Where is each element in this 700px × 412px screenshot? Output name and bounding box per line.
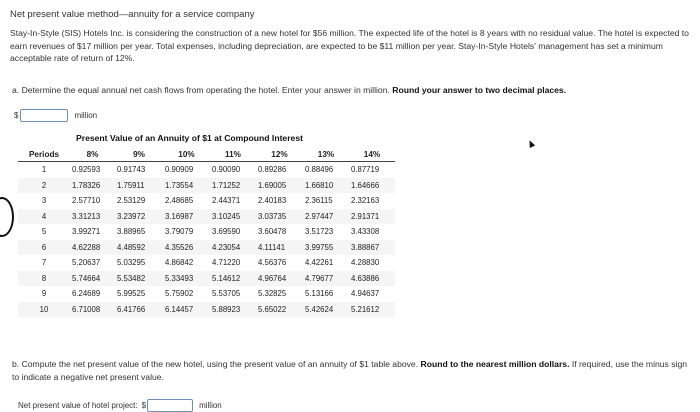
question-a	[12, 85, 566, 95]
factor-cell: 1.66810	[303, 178, 349, 194]
table-row	[18, 224, 395, 240]
unit-label: million	[74, 110, 98, 120]
question-a-label: a.	[12, 85, 20, 95]
question-a-rounding: Round your answer to two decimal places.	[392, 85, 567, 95]
factor-cell: 0.91743	[115, 162, 163, 178]
column-header: 9%	[115, 147, 163, 162]
factor-cell: 5.88923	[210, 302, 256, 318]
mouse-cursor-icon	[527, 139, 535, 148]
column-header: 13%	[303, 147, 349, 162]
factor-cell: 3.10245	[210, 209, 256, 225]
factor-cell: 2.57710	[70, 193, 115, 209]
factor-cell: 3.69590	[210, 224, 256, 240]
factor-cell: 2.97447	[303, 209, 349, 225]
column-header: 11%	[210, 147, 256, 162]
table-title: Present Value of an Annuity of $1 at Compound Interest	[76, 133, 303, 143]
factor-cell: 5.65022	[256, 302, 303, 318]
question-b-rounding: Round to the nearest million dollars.	[420, 359, 570, 369]
factor-cell: 3.88867	[349, 240, 395, 256]
table-row	[18, 302, 395, 318]
factor-cell: 1.73554	[163, 178, 210, 194]
factor-cell: 5.20637	[70, 255, 115, 271]
factor-cell: 2.40183	[256, 193, 303, 209]
factor-cell: 3.43308	[349, 224, 395, 240]
factor-cell: 4.28830	[349, 255, 395, 271]
table-row	[18, 271, 395, 287]
annual-cash-flow-input[interactable]	[20, 109, 68, 122]
table-row	[18, 178, 395, 194]
table-row	[18, 286, 395, 302]
table-row	[18, 193, 395, 209]
factor-cell: 1.64666	[349, 178, 395, 194]
table-row	[18, 162, 395, 178]
factor-cell: 6.24689	[70, 286, 115, 302]
factor-cell: 2.53129	[115, 193, 163, 209]
factor-cell: 0.88496	[303, 162, 349, 178]
factor-cell: 2.36115	[303, 193, 349, 209]
answer-a-row	[14, 107, 97, 123]
period-cell: 7	[18, 255, 70, 271]
question-b-text: Compute the net present value of the new hotel, using the present value of an annuity of $1 table above.	[21, 359, 419, 369]
period-cell: 2	[18, 178, 70, 194]
period-cell: 6	[18, 240, 70, 256]
factor-cell: 5.53482	[115, 271, 163, 287]
currency-symbol: $	[14, 110, 19, 120]
factor-cell: 4.94637	[349, 286, 395, 302]
factor-cell: 0.90909	[163, 162, 210, 178]
column-header: 10%	[163, 147, 210, 162]
answer-b-row	[18, 398, 222, 412]
npv-field-label: Net present value of hotel project:	[18, 400, 138, 410]
left-bracket-decoration	[0, 197, 14, 237]
factor-cell: 5.74664	[70, 271, 115, 287]
factor-cell: 0.90090	[210, 162, 256, 178]
factor-cell: 5.53705	[210, 286, 256, 302]
factor-cell: 4.48592	[115, 240, 163, 256]
problem-statement: Stay-In-Style (SIS) Hotels Inc. is considering the construction of a new hotel for $56 million. The expected life of the hotel is 8 years with no residual value. The hotel is expected to earn revenues of $17 million per year. Total expenses, including depreciation, are expected to be $11 million per year. Stay-In-Style Hotels' management has set a minimum acceptable rate of return of 12%.	[10, 28, 689, 63]
factor-cell: 4.42261	[303, 255, 349, 271]
annuity-table	[18, 147, 395, 317]
factor-cell: 6.14457	[163, 302, 210, 318]
currency-symbol: $	[141, 400, 147, 410]
factor-cell: 3.88965	[115, 224, 163, 240]
factor-cell: 6.71008	[70, 302, 115, 318]
column-header: Periods	[18, 147, 70, 162]
factor-cell: 3.31213	[70, 209, 115, 225]
question-b-instructions: If required, use the minus sign to indicate a negative net present value.	[12, 359, 687, 382]
factor-cell: 1.75911	[115, 178, 163, 194]
unit-label: million	[199, 400, 222, 410]
factor-cell: 5.75902	[163, 286, 210, 302]
table-row	[18, 255, 395, 271]
npv-input[interactable]	[147, 399, 193, 412]
factor-cell: 3.60478	[256, 224, 303, 240]
column-header: 12%	[256, 147, 303, 162]
factor-cell: 4.62288	[70, 240, 115, 256]
table-row	[18, 209, 395, 225]
factor-cell: 4.56376	[256, 255, 303, 271]
question-b	[12, 358, 696, 383]
factor-cell: 3.23972	[115, 209, 163, 225]
factor-cell: 2.32163	[349, 193, 395, 209]
factor-cell: 3.99755	[303, 240, 349, 256]
factor-cell: 0.89286	[256, 162, 303, 178]
factor-cell: 5.14612	[210, 271, 256, 287]
factor-cell: 4.86842	[163, 255, 210, 271]
question-b-label: b.	[12, 359, 20, 369]
factor-cell: 4.11141	[256, 240, 303, 256]
factor-cell: 4.63886	[349, 271, 395, 287]
column-header: 8%	[70, 147, 115, 162]
factor-cell: 0.87719	[349, 162, 395, 178]
factor-cell: 5.21612	[349, 302, 395, 318]
column-header: 14%	[349, 147, 395, 162]
factor-cell: 3.99271	[70, 224, 115, 240]
factor-cell: 5.42624	[303, 302, 349, 318]
table-row	[18, 240, 395, 256]
factor-cell: 6.41766	[115, 302, 163, 318]
period-cell: 5	[18, 224, 70, 240]
factor-cell: 5.13166	[303, 286, 349, 302]
factor-cell: 3.51723	[303, 224, 349, 240]
factor-cell: 4.96764	[256, 271, 303, 287]
factor-cell: 1.78326	[70, 178, 115, 194]
factor-cell: 5.03295	[115, 255, 163, 271]
question-a-text: Determine the equal annual net cash flows from operating the hotel. Enter your answer in million.	[21, 85, 390, 95]
factor-cell: 1.69005	[256, 178, 303, 194]
factor-cell: 5.33493	[163, 271, 210, 287]
factor-cell: 0.92593	[70, 162, 115, 178]
factor-cell: 3.79079	[163, 224, 210, 240]
factor-cell: 3.03735	[256, 209, 303, 225]
factor-cell: 4.79677	[303, 271, 349, 287]
page-title: Net present value method—annuity for a service company	[10, 9, 255, 20]
factor-cell: 5.32825	[256, 286, 303, 302]
factor-cell: 2.48685	[163, 193, 210, 209]
factor-cell: 4.23054	[210, 240, 256, 256]
factor-cell: 4.35526	[163, 240, 210, 256]
period-cell: 1	[18, 162, 70, 178]
factor-cell: 1.71252	[210, 178, 256, 194]
period-cell: 4	[18, 209, 70, 225]
factor-cell: 4.71220	[210, 255, 256, 271]
period-cell: 3	[18, 193, 70, 209]
factor-cell: 5.99525	[115, 286, 163, 302]
period-cell: 9	[18, 286, 70, 302]
factor-cell: 2.91371	[349, 209, 395, 225]
period-cell: 10	[18, 302, 70, 318]
factor-cell: 2.44371	[210, 193, 256, 209]
factor-cell: 3.16987	[163, 209, 210, 225]
period-cell: 8	[18, 271, 70, 287]
